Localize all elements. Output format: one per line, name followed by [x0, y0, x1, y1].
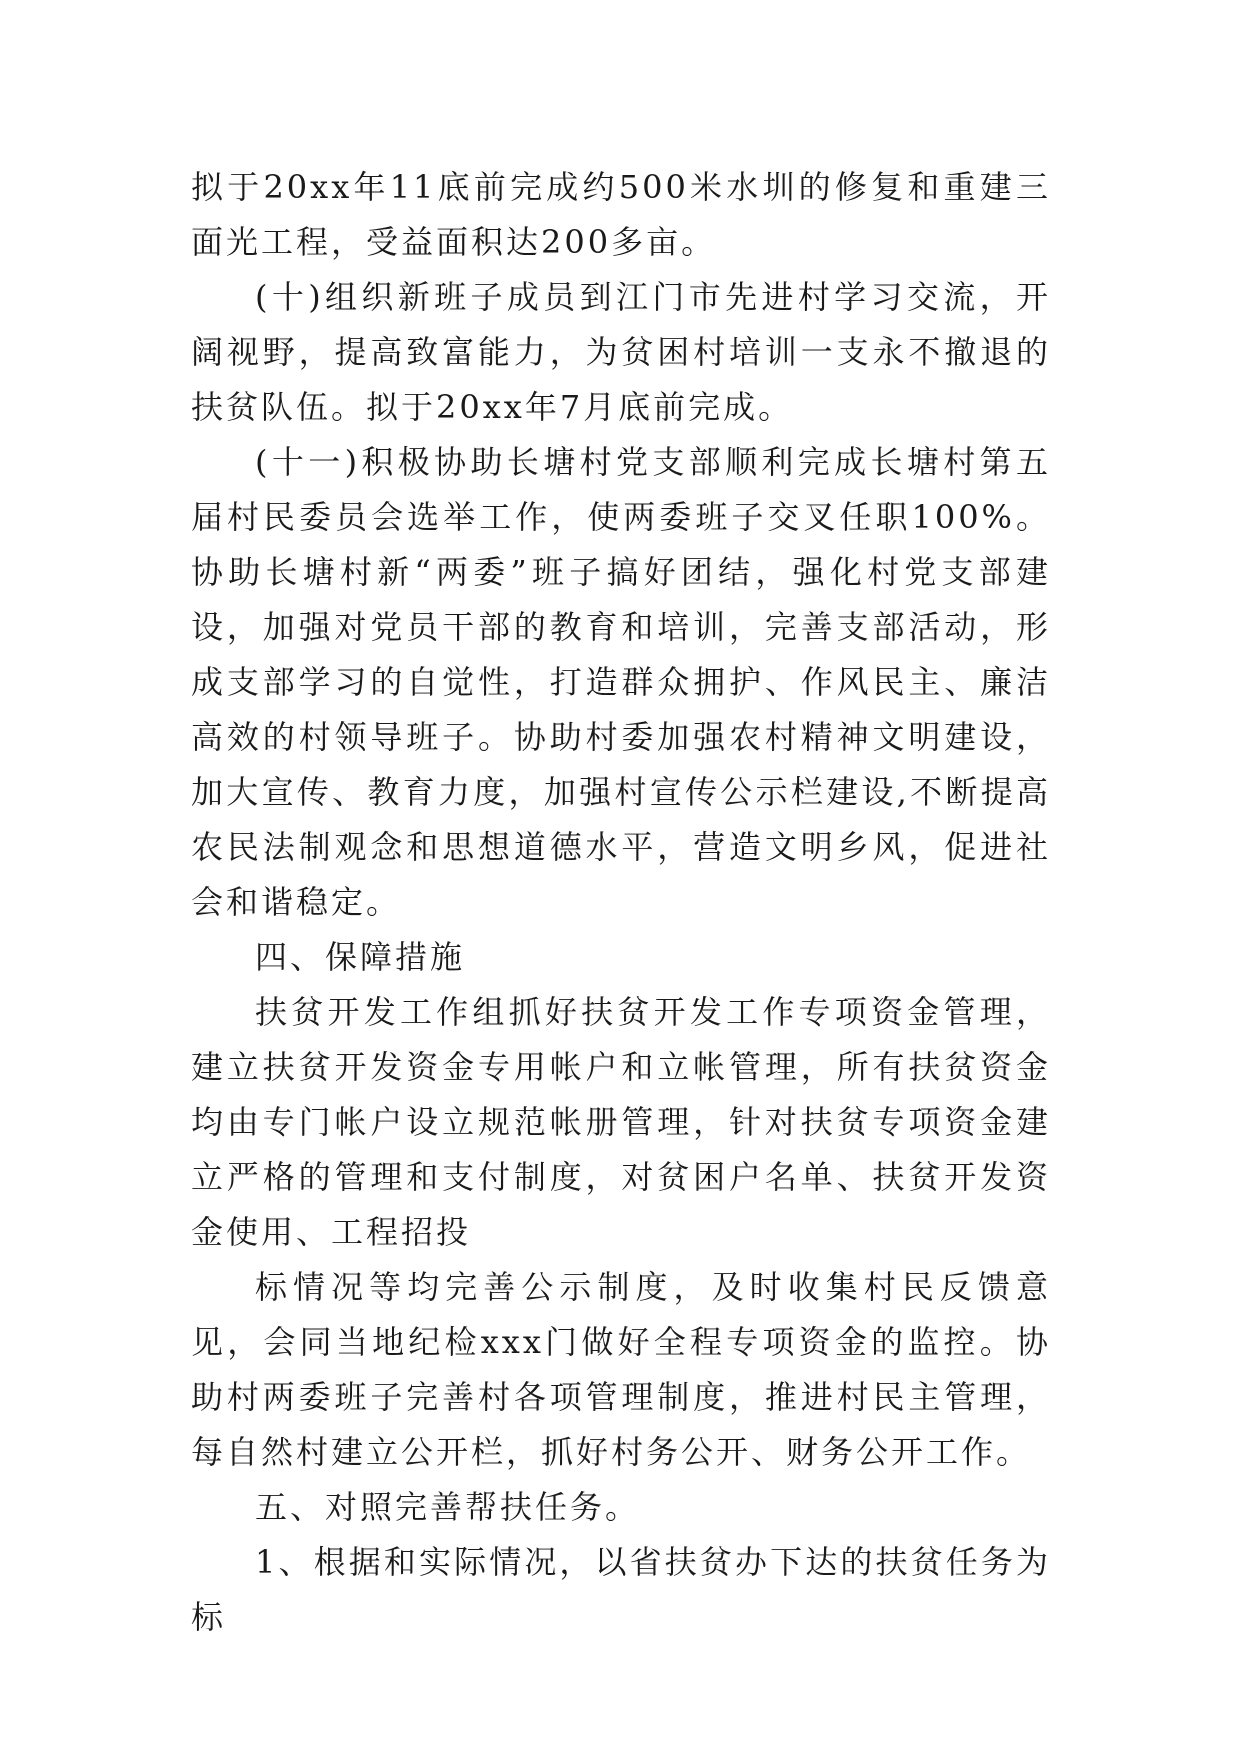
paragraph: 标情况等均完善公示制度，及时收集村民反馈意见，会同当地纪检xxx门做好全程专项资金的监控。协助村两委班子完善村各项管理制度，推进村民主管理，每自然村建立公开栏，抓好村务公开、财务公开工作。 [191, 1268, 1051, 1471]
paragraph: 扶贫开发工作组抓好扶贫开发工作专项资金管理，建立扶贫开发资金专用帐户和立帐管理，所有扶贫资金均由专门帐户设立规范帐册管理，针对扶贫专项资金建立严格的管理和支付制度，对贫困户名单、扶贫开发资金使用、工程招投 [191, 993, 1051, 1251]
paragraph: (十一)积极协助长塘村党支部顺利完成长塘村第五届村民委员会选举工作，使两委班子交叉任职100%。协助长塘村新“两委”班子搞好团结，强化村党支部建设，加强对党员干部的教育和培训，完善支部活动，形成支部学习的自觉性，打造群众拥护、作风民主、廉洁高效的村领导班子。协助村委加强农村精神文明建设，加大宣传、教育力度，加强村宣传公示栏建设,不断提高农民法制观念和思想道德水平，营造文明乡风，促进社会和谐稳定。 [191, 443, 1051, 921]
paragraph: 拟于20xx年11底前完成约500米水圳的修复和重建三面光工程，受益面积达200多亩。 [191, 168, 1051, 261]
section-heading: 五、对照完善帮扶任务。 [255, 1488, 641, 1526]
document-body [191, 160, 1051, 1645]
paragraph: 1、根据和实际情况，以省扶贫办下达的扶贫任务为标 [191, 1543, 1051, 1636]
paragraph: (十)组织新班子成员到江门市先进村学习交流，开阔视野，提高致富能力，为贫困村培训一支永不撤退的扶贫队伍。拟于20xx年7月底前完成。 [191, 278, 1051, 426]
section-heading: 四、保障措施 [255, 938, 466, 976]
